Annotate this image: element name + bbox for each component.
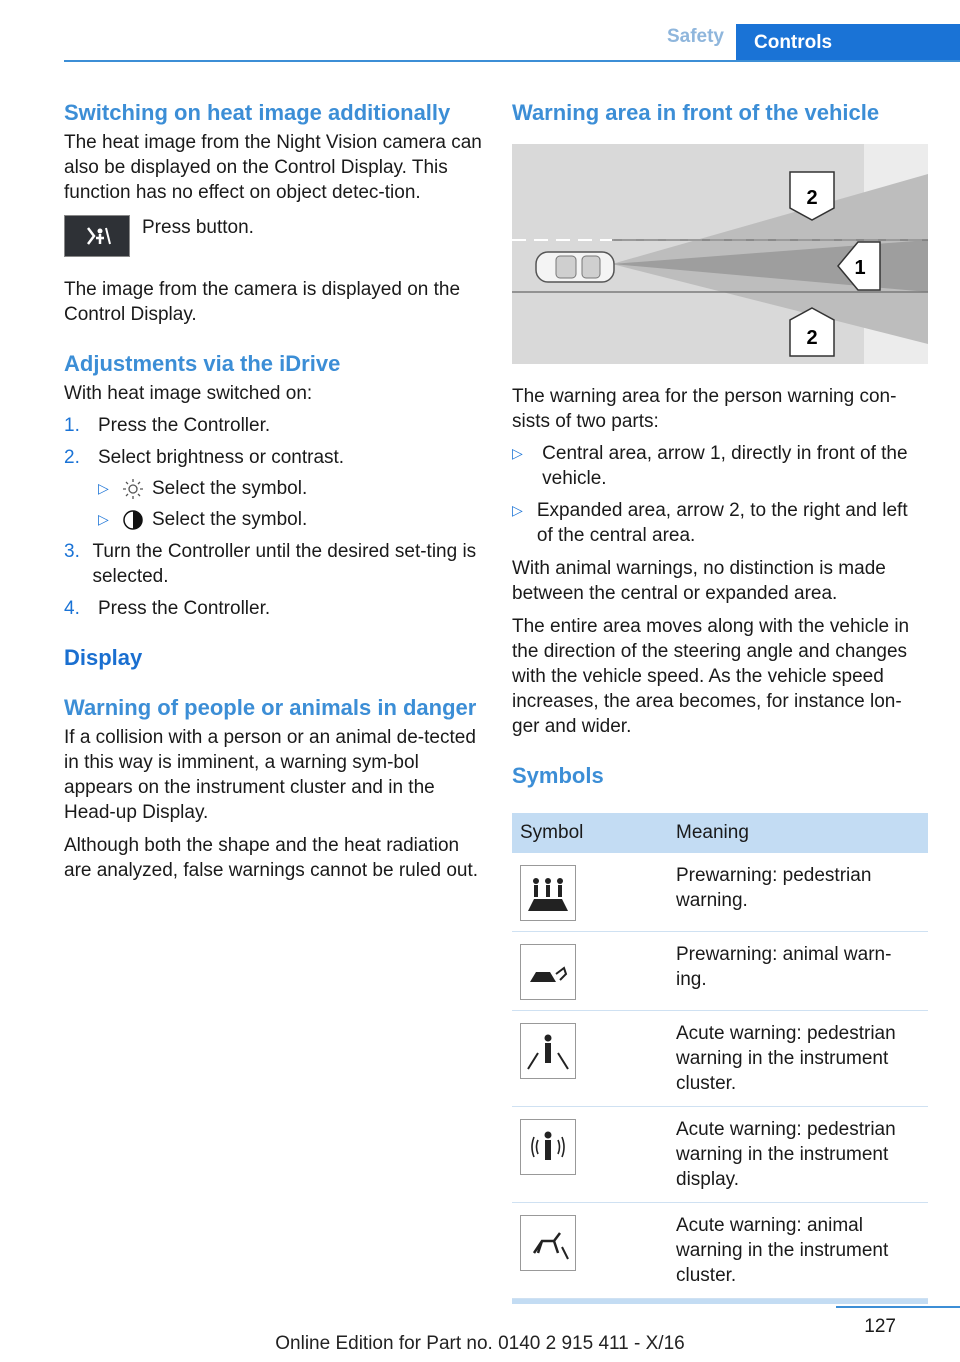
figure-label: 2 — [806, 327, 818, 349]
list-item: 1. Press the Controller. — [64, 415, 271, 436]
page-number: 127 — [864, 1316, 896, 1337]
warning-area-figure — [512, 144, 928, 364]
animal-prewarning-icon — [520, 944, 576, 1000]
paragraph: The image from the camera is displayed on the Control Display. — [64, 279, 461, 325]
button-row — [64, 215, 482, 257]
table-row: Acute warning: pedestrian warning in the instrument display. — [512, 1107, 928, 1203]
triangle-bullet-icon: ▷ — [512, 502, 523, 518]
list-item: 2. Select brightness or contrast. — [64, 447, 345, 468]
pedestrian-acute-warning-icon — [520, 1023, 576, 1079]
header-section: Safety — [666, 26, 724, 47]
symbols-table — [512, 813, 928, 1299]
heading-warning-people: Warning of people or animals in danger — [64, 695, 477, 720]
paragraph: With animal warnings, no distinction is made between the central or expanded area. — [512, 558, 886, 604]
pedestrian-acute-display-icon — [520, 1119, 576, 1175]
header-chapter: Controls — [736, 24, 960, 62]
figure-label: 2 — [806, 187, 818, 209]
sub-item-brightness: ▷ Select the symbol. — [98, 478, 308, 499]
paragraph: Although both the shape and the heat radiation are analyzed, false warnings cannot be ruled out. — [64, 835, 479, 881]
triangle-bullet-icon: ▷ — [512, 445, 523, 461]
paragraph: With heat image switched on: — [64, 383, 313, 404]
heading-heat-image: Switching on heat image additionally — [64, 100, 451, 125]
steps-list — [64, 413, 482, 621]
footer-rule — [836, 1306, 960, 1308]
table-row: Prewarning: pedestrian warning. — [512, 853, 928, 932]
contrast-icon — [122, 509, 152, 531]
sub-item-contrast: ▷ Select the symbol. — [98, 509, 308, 530]
header-rule — [64, 60, 960, 62]
left-column — [64, 100, 482, 883]
triangle-bullet-icon: ▷ — [98, 480, 109, 496]
animal-acute-warning-icon — [520, 1215, 576, 1271]
heading-adjustments: Adjustments via the iDrive — [64, 351, 341, 376]
heading-display: Display — [64, 645, 143, 670]
table-bottom-rule — [512, 1299, 928, 1304]
list-item: ▷ Central area, arrow 1, directly in front of the vehicle. — [512, 443, 908, 489]
list-item: ▷ Expanded area, arrow 2, to the right and left of the central area. — [512, 500, 908, 546]
brightness-icon — [122, 478, 152, 500]
triangle-bullet-icon: ▷ — [98, 511, 109, 527]
table-row: Prewarning: animal warn-ing. — [512, 932, 928, 1011]
press-button-text: Press button. — [142, 217, 254, 238]
list-item: 3. Turn the Controller until the desired set-ting is selected. — [64, 541, 477, 587]
table-row: Acute warning: animal warning in the instrument cluster. — [512, 1203, 928, 1299]
edition-footer: Online Edition for Part no. 0140 2 915 411 - X/16 — [275, 1333, 685, 1354]
paragraph: The warning area for the person warning con-sists of two parts: — [512, 386, 897, 432]
table-row: Acute warning: pedestrian warning in the instrument cluster. — [512, 1011, 928, 1107]
paragraph: The entire area moves along with the vehicle in the direction of the steering angle and changes with the vehicle speed. As the vehicle speed increases, the area becomes, for instance lon-ger and wider. — [512, 616, 910, 737]
heading-warning-area: Warning area in front of the vehicle — [512, 100, 880, 125]
right-column — [512, 100, 928, 1304]
paragraph: The heat image from the Night Vision camera can also be displayed on the Control Display. This function has no effect on object detec-tion. — [64, 132, 482, 203]
pedestrian-prewarning-icon — [520, 865, 576, 921]
heading-symbols: Symbols — [512, 763, 604, 788]
night-vision-button-icon — [64, 215, 130, 257]
table-header: Symbol Meaning — [512, 813, 928, 853]
figure-label: 1 — [854, 257, 866, 279]
list-item: 4. Press the Controller. — [64, 598, 271, 619]
paragraph: If a collision with a person or an animal de-tected in this way is imminent, a warning sym-bol appears on the instrument cluster and in the Head-up Display. — [64, 727, 476, 823]
